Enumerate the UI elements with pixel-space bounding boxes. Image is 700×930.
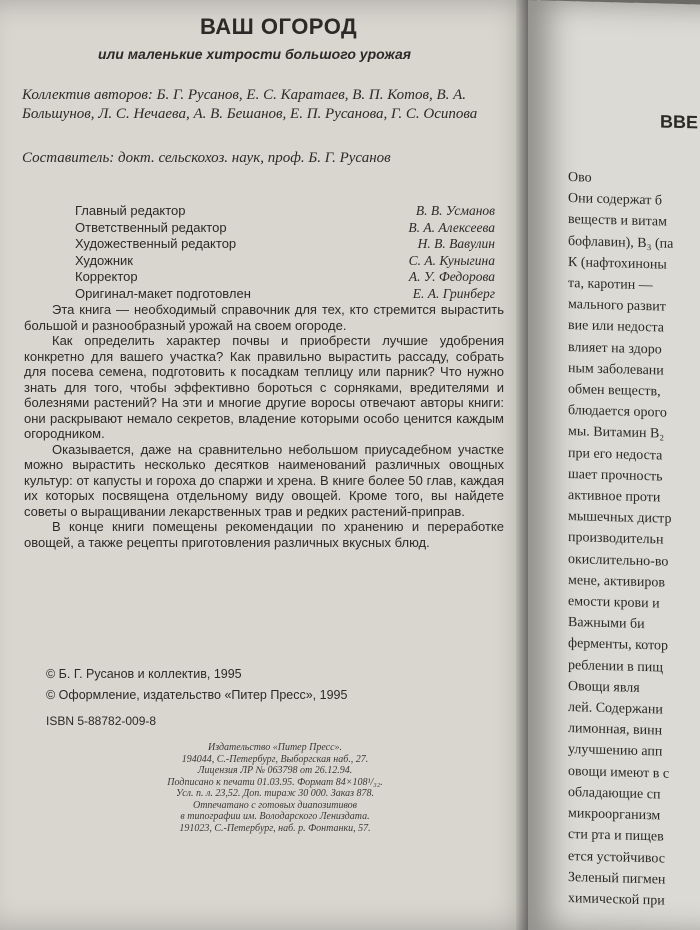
staff-role: Главный редактор (75, 203, 186, 218)
staff-name: С. А. Куныгина (408, 252, 495, 268)
right-page-text (568, 167, 700, 914)
abstract-paragraph: Оказывается, даже на сравнительно небольшом приусадебном участке можно вырастить несколько десятков наименований различных овощных культур: от капусты и гороха до спаржи и хрена. В книге более 50 глав, каждая их которых посвящена отдельному виду овощей. Кроме того, вы найдете советы о выращивании лекарственных трав и редких растений-приправ. (24, 441, 504, 519)
right-page-line: бофлавин), В₃ (па (568, 233, 674, 252)
right-page-line: Ово (568, 170, 592, 186)
right-page-line: окислительно-во (568, 551, 669, 570)
right-page-line: вие или недоста (568, 318, 664, 336)
right-page-line: мене, активиров (568, 572, 665, 591)
staff-role: Оригинал-макет подготовлен (75, 285, 251, 301)
right-page-line: блюдается орого (568, 403, 667, 421)
right-page-line: лей. Содержани (568, 700, 663, 718)
imprint-block (125, 742, 425, 834)
copyright-block (46, 664, 347, 706)
right-page-line: мышечных дистр (568, 509, 672, 528)
book-title: ВАШ ОГОРОД (200, 14, 358, 39)
right-page-line: обладающие сп (568, 784, 661, 803)
abstract-paragraph: Эта книга — необходимый справочник для тех, кто стремится вырастить большой и разнообразный урожай на своем огороде. (24, 302, 504, 333)
staff-row (75, 236, 495, 253)
right-page-line: микроорганизм (568, 806, 661, 824)
imprint-line: 191023, С.-Петербург, наб. р. Фонтанки, 57. (179, 822, 371, 834)
right-page (528, 0, 700, 930)
staff-role: Ответственный редактор (75, 219, 227, 235)
right-page-line: сти рта и пищев (568, 827, 664, 845)
book-subtitle: или маленькие хитрости большого урожая (98, 46, 412, 62)
staff-role: Художник (75, 252, 133, 268)
right-page-line: шает прочность (568, 466, 663, 485)
abstract-paragraph: В конце книги помещены рекомендации по хранению и переработке овощей, а также рецепты приготовления различных вкусных блюд. (24, 519, 504, 550)
right-page-line: Зеленый пигмен (568, 869, 666, 888)
staff-row (75, 269, 495, 286)
right-page-line: К (нафтохиноны (568, 254, 667, 273)
right-page-line: та, каротин — (568, 276, 653, 294)
imprint-line: в типографии им. Володарского Лениздата. (180, 811, 370, 822)
right-page-line: активное проти (568, 488, 661, 506)
book-abstract (24, 302, 504, 550)
abstract-paragraph: Как определить характер почвы и приобрести лучшие удобрения конкретно для вашего участка? Как правильно вырастить рассаду, собрать для посева семена, подготовить к посадкам теплицу или парник? Что нужно знать для того, чтобы эффективно бороться с сорняками, вредителями и болезнями растений? На эти и многие другие воросы отвечают авторы книги: они раскрывают немало секретов, владение которыми особо ценится каждым огородником. (24, 333, 504, 441)
right-page-line: ным заболевани (568, 360, 664, 379)
editorial-staff (75, 203, 495, 302)
right-page-line: влияет на здоро (568, 339, 662, 358)
right-page-line: Они содержат б (568, 191, 663, 209)
staff-name: Н. В. Вавулин (417, 236, 495, 251)
right-page-line: производительн (568, 530, 664, 548)
imprint-line: 194044, С.-Петербург, Выборгская наб., 27. (181, 753, 369, 765)
compiler-line: Составитель: докт. сельскохоз. наук, проф. Б. Г. Русанов (22, 150, 391, 166)
staff-row (75, 220, 495, 237)
imprint-line: Подписано к печати 01.03.95. Формат 84×108¹/₃₂. (167, 776, 383, 788)
right-page-line: химической при (568, 890, 665, 909)
isbn: ISBN 5-88782-009-8 (46, 714, 157, 728)
right-page-line: при его недоста (568, 445, 663, 464)
right-page-line: реблении в пищ (568, 657, 664, 676)
right-page-line: веществ и витам (568, 212, 667, 231)
right-page-line: мального развит (568, 297, 666, 315)
right-page-line: улучшению апп (568, 742, 663, 761)
right-page-line: Важными би (568, 615, 645, 633)
right-page-line: Овощи явля (568, 678, 640, 696)
imprint-line: Усл. п. л. 23,52. Доп. тираж 30 000. Заказ 878. (175, 788, 375, 799)
right-page-line: емости крови и (568, 594, 660, 612)
right-page-line: ферменты, котор (568, 636, 669, 655)
staff-role: Художественный редактор (75, 236, 237, 251)
right-page-line: ется устойчивос (568, 848, 665, 867)
copyright-line: © Б. Г. Русанов и коллектив, 1995 (46, 667, 242, 681)
staff-role: Корректор (75, 269, 138, 284)
copyright-line: © Оформление, издательство «Питер Пресс», 1995 (46, 688, 348, 702)
authors-line: Коллектив авторов: Б. Г. Русанов, Е. С. Каратаев, В. П. Котов, В. А. Большунов, Л. С. Нечаева, А. В. Бешанов, Е. П. Русанова, Г. С. Осипова (22, 87, 478, 122)
staff-name: В. А. Алексеева (408, 219, 495, 235)
staff-name: Е. А. Гринберг (412, 285, 495, 301)
staff-row (75, 286, 495, 303)
staff-row (75, 203, 495, 220)
right-page-line: овощи имеют в с (568, 763, 670, 782)
right-page-line: обмен веществ, (568, 382, 661, 400)
imprint-line: Издательство «Питер Пресс». (207, 742, 343, 753)
staff-name: А. У. Федорова (408, 269, 495, 284)
staff-name: В. В. Усманов (415, 203, 495, 218)
right-page-line: лимонная, винн (568, 721, 663, 739)
right-page-line: мы. Витамин В₂ (568, 424, 665, 443)
right-page-heading: ВВЕ (660, 111, 699, 133)
imprint-line: Лицензия ЛР № 063798 от 26.12.94. (197, 765, 353, 776)
staff-row (75, 253, 495, 270)
imprint-line: Отпечатано с готовых диапозитивов (192, 799, 358, 811)
